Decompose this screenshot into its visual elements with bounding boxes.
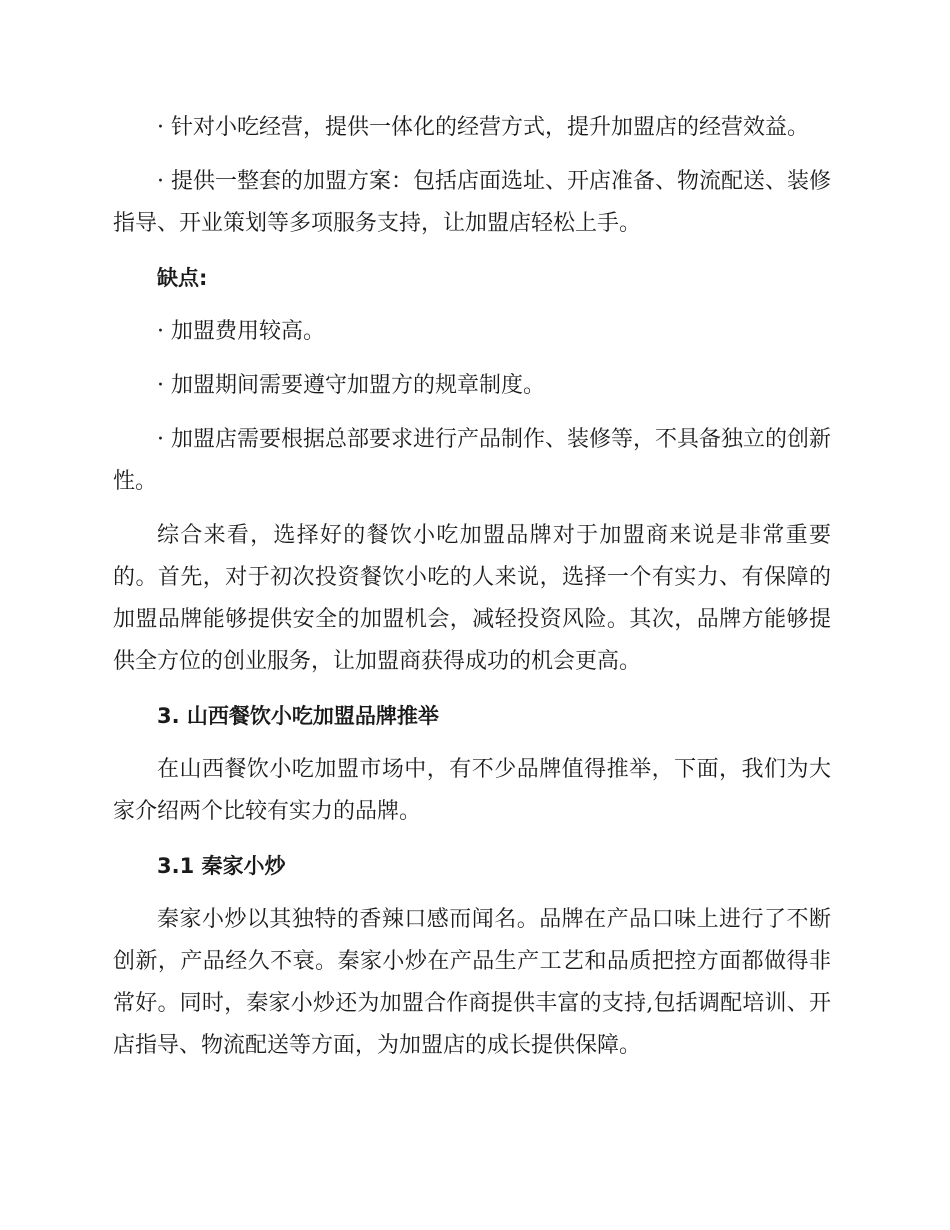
cons-bullet-2: · 加盟期间需要遵守加盟方的规章制度。: [157, 373, 545, 398]
section-3-heading: 3. 山西餐饮小吃加盟品牌推举: [157, 704, 439, 728]
section-3-1-heading: 3.1 秦家小炒: [157, 854, 286, 878]
section-3-paragraph: 在山西餐饮小吃加盟市场中，有不少品牌值得推举，下面，我们为大家介绍两个比较有实力的品牌。: [113, 757, 831, 824]
summary-paragraph: 综合来看，选择好的餐饮小吃加盟品牌对于加盟商来说是非常重要的。首先，对于初次投资餐饮小吃的人来说，选择一个有实力、有保障的加盟品牌能够提供安全的加盟机会，减轻投资风险。其次，品牌方能够提供全方位的创业服务，让加盟商获得成功的机会更高。: [113, 523, 831, 674]
pros-bullet-2: · 提供一整套的加盟方案：包括店面选址、开店准备、物流配送、装修指导、开业策划等多项服务支持，让加盟店轻松上手。: [113, 169, 831, 236]
cons-bullet-1: · 加盟费用较高。: [157, 319, 325, 344]
pros-bullet-1: · 针对小吃经营，提供一体化的经营方式，提升加盟店的经营效益。: [157, 115, 809, 140]
section-3-1-paragraph: 秦家小炒以其独特的香辣口感而闻名。品牌在产品口味上进行了不断创新，产品经久不衰。秦家小炒在产品生产工艺和品质把控方面都做得非常好。同时，秦家小炒还为加盟合作商提供丰富的支持,包括调配培训、开店指导、物流配送等方面，为加盟店的成长提供保障。: [113, 907, 831, 1058]
cons-bullet-3: · 加盟店需要根据总部要求进行产品制作、装修等，不具备独立的创新性。: [113, 427, 831, 494]
cons-heading: 缺点:: [157, 266, 208, 290]
document-page: [113, 107, 831, 1067]
